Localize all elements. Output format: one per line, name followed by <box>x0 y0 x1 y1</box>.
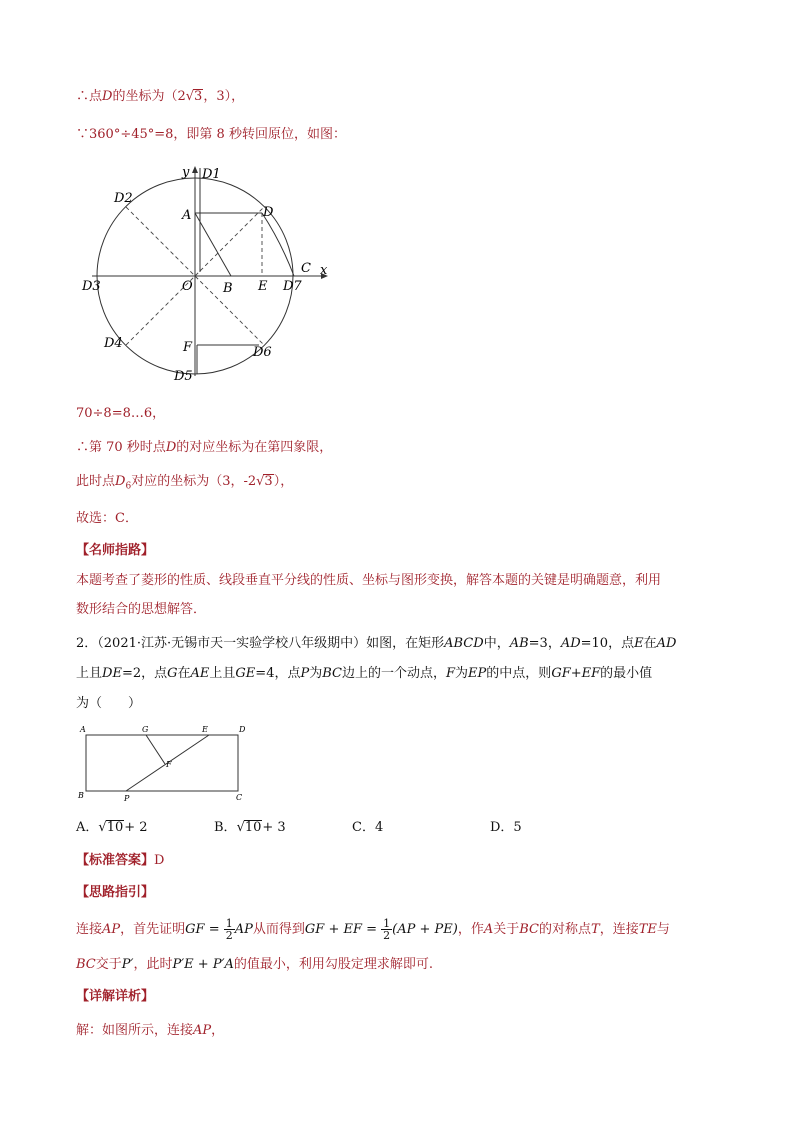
division-statement: 70÷8=8…6， <box>76 406 166 421</box>
label-B: B <box>223 281 233 296</box>
label-D4: D4 <box>104 336 123 351</box>
label-F2: F <box>166 760 172 769</box>
label-C2: C <box>236 793 243 802</box>
label-D1: D1 <box>202 167 221 182</box>
label-D: D <box>263 205 274 220</box>
rotation-period-statement: ∵360°÷45°=8，即第 8 秒转回原位，如图： <box>76 127 346 142</box>
label-D2: D2 <box>114 191 133 206</box>
label-C: C <box>301 261 311 276</box>
tip-line-1: 本题考查了菱形的性质、线段垂直平分线的性质、坐标与图形变换，解答本题的关键是明确题意，利用 <box>76 573 662 588</box>
question-2-line-2: 上且DE=2，点G在AE上且GE=4，点P为BC边上的一个动点，F为EP的中点，则GF+EF的最小值 <box>76 666 653 681</box>
hint-heading: 【思路指引】 <box>76 885 155 900</box>
label-E2: E <box>202 725 208 734</box>
label-D3: D3 <box>82 279 101 294</box>
option-a[interactable]: A．√10+ 2 <box>76 820 148 835</box>
hint-line-2: BC交于P′，此时P′E + P′A的值最小，利用勾股定理求解即可. <box>76 957 434 972</box>
label-x: x <box>320 263 328 278</box>
label-A: A <box>182 208 192 223</box>
tip-heading: 【名师指路】 <box>76 543 155 558</box>
tip-line-2: 数形结合的思想解答． <box>76 602 207 617</box>
label-G: G <box>142 725 149 734</box>
label-B2: B <box>78 791 84 800</box>
detail-line-1: 解：如图所示，连接AP， <box>76 1023 225 1038</box>
option-b[interactable]: B．√10+ 3 <box>214 820 286 835</box>
label-F: F <box>183 340 193 355</box>
y-axis-arrow <box>192 166 198 173</box>
label-P: P <box>124 794 130 803</box>
detail-heading: 【详解详析】 <box>76 989 155 1004</box>
rotation-diagram <box>76 162 346 387</box>
label-D2b: D <box>239 725 246 734</box>
label-D5: D5 <box>174 369 193 384</box>
option-c[interactable]: C．4 <box>352 820 384 835</box>
option-d[interactable]: D．5 <box>490 820 522 835</box>
rectangle-ABCD <box>86 735 238 791</box>
label-A2: A <box>80 725 86 734</box>
quadrant-statement: ∴第 70 秒时点D的对应坐标为在第四象限， <box>76 440 333 455</box>
rectangle-diagram <box>76 722 256 804</box>
choice-statement: 故选：C． <box>76 511 138 526</box>
question-2-line-3: 为（ ） <box>76 696 142 711</box>
label-D7: D7 <box>283 279 302 294</box>
question-2-line-1: 2．（2021·江苏·无锡市天一实验学校八年级期中）如图，在矩形ABCD中，AB=3，AD=10，点E在AD <box>76 636 677 651</box>
coordinate-statement: ∴点D的坐标为（2√3，3）， <box>76 89 245 104</box>
label-E: E <box>258 279 268 294</box>
d6-coordinate-statement: 此时点$D_6$对应的坐标为（3，-2√3）， <box>76 474 294 492</box>
answer-line: 【标准答案】D <box>76 853 165 868</box>
hint-line-1: 连接AP，首先证明GF = $\frac{1}{2}$ AP从而得到GF + EF = $\frac{1}{2}$ (AP + PE)，作A关于BC的对称点T，连接TE与 <box>76 917 670 942</box>
label-O: O <box>182 279 193 294</box>
label-D6: D6 <box>253 345 272 360</box>
label-y: y <box>182 165 190 180</box>
